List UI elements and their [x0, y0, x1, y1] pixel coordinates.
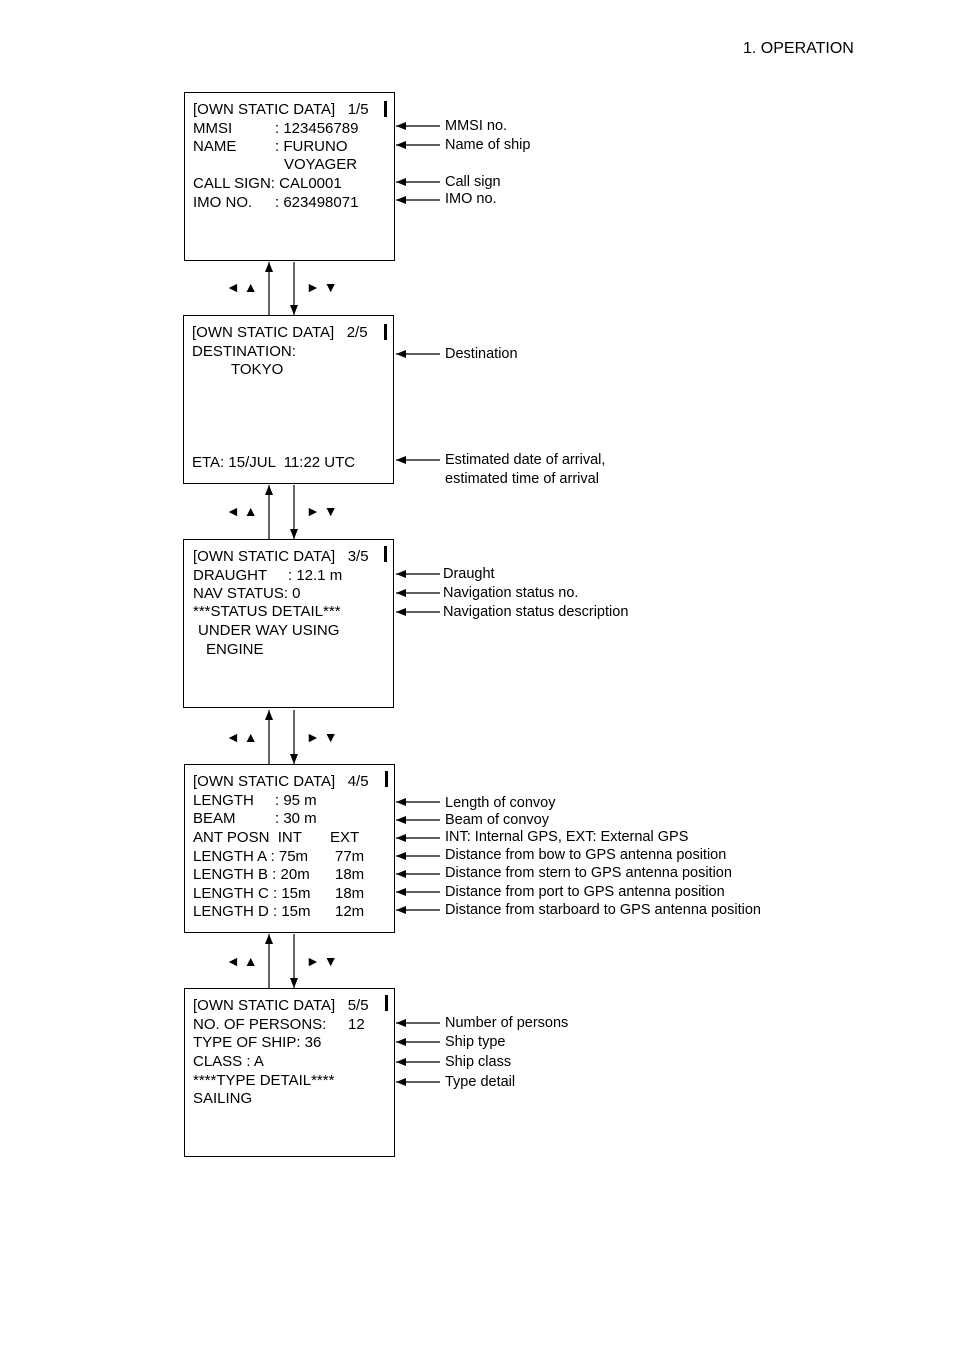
- name-label: NAME: [193, 138, 237, 155]
- length-d-ext: 12m: [335, 903, 365, 920]
- callout-length-d: Distance from starboard to GPS antenna position: [445, 902, 761, 918]
- imo-label: IMO NO.: [193, 194, 253, 211]
- call-sign-line: CALL SIGN: CAL0001: [193, 175, 342, 192]
- nav-forward-keys: ► ▼: [306, 279, 338, 295]
- callout-name: Name of ship: [445, 137, 531, 153]
- class-line: CLASS : A: [193, 1053, 264, 1070]
- status-detail-heading: ***STATUS DETAIL***: [193, 603, 341, 620]
- screen-title: [OWN STATIC DATA] 1/5: [193, 101, 369, 118]
- own-static-data-screen-1: [184, 92, 395, 261]
- callout-beam: Beam of convoy: [445, 812, 549, 828]
- name-value: : FURUNO: [275, 138, 348, 155]
- own-static-data-screen-2: [183, 315, 394, 484]
- callout-mmsi: MMSI no.: [445, 118, 508, 134]
- nav-forward-keys: ► ▼: [306, 729, 338, 745]
- callout-length: Length of convoy: [445, 795, 556, 811]
- length-b-ext: 18m: [335, 866, 365, 883]
- callout-nav-status: Navigation status no.: [443, 585, 579, 601]
- callout-persons: Number of persons: [445, 1015, 569, 1031]
- callout-length-b: Distance from stern to GPS antenna position: [445, 865, 732, 881]
- nav-back-keys: ◄ ▲: [226, 279, 258, 295]
- screen-title: [OWN STATIC DATA] 5/5: [193, 997, 369, 1014]
- callout-ship-type: Ship type: [445, 1034, 506, 1050]
- type-detail-heading: ****TYPE DETAIL****: [193, 1072, 335, 1089]
- callout-ant-posn: INT: Internal GPS, EXT: External GPS: [445, 829, 689, 845]
- name-value-cont: VOYAGER: [284, 156, 358, 173]
- callout-length-a: Distance from bow to GPS antenna position: [445, 847, 727, 863]
- nav-back-keys: ◄ ▲: [226, 503, 258, 519]
- length-label: LENGTH: [193, 792, 254, 809]
- callout-eta-cont: estimated time of arrival: [445, 471, 599, 487]
- destination-label: DESTINATION:: [192, 343, 296, 360]
- cursor-bar: [384, 101, 387, 117]
- length-c-ext: 18m: [335, 885, 365, 902]
- screen-title: [OWN STATIC DATA] 4/5: [193, 773, 369, 790]
- own-static-data-screen-5: [184, 988, 395, 1157]
- cursor-bar: [385, 771, 388, 787]
- destination-value: TOKYO: [231, 361, 284, 378]
- callout-imo: IMO no.: [445, 191, 497, 207]
- callout-eta: Estimated date of arrival,: [445, 452, 606, 468]
- nav-back-keys: ◄ ▲: [226, 953, 258, 969]
- length-a-int: LENGTH A : 75m: [193, 848, 309, 865]
- draught-label: DRAUGHT: [193, 567, 268, 584]
- own-static-data-screen-4: [184, 764, 395, 933]
- cursor-bar: [385, 995, 388, 1011]
- ant-posn-int: ANT POSN INT: [193, 829, 302, 846]
- persons-value: 12: [348, 1016, 365, 1033]
- section-header: 1. OPERATION: [743, 40, 854, 57]
- mmsi-value: : 123456789: [275, 120, 359, 137]
- callout-ship-class: Ship class: [445, 1054, 512, 1070]
- callout-destination: Destination: [445, 346, 518, 362]
- own-static-data-screen-3: [183, 539, 394, 708]
- persons-label: NO. OF PERSONS:: [193, 1016, 327, 1033]
- screen-title: [OWN STATIC DATA] 2/5: [192, 324, 368, 341]
- length-d-int: LENGTH D : 15m: [193, 903, 311, 920]
- length-b-int: LENGTH B : 20m: [193, 866, 310, 883]
- length-value: : 95 m: [275, 792, 317, 809]
- length-a-ext: 77m: [335, 848, 365, 865]
- callout-draught: Draught: [443, 566, 495, 582]
- imo-value: : 623498071: [275, 194, 359, 211]
- ship-type-line: TYPE OF SHIP: 36: [193, 1034, 322, 1051]
- callout-length-c: Distance from port to GPS antenna position: [445, 884, 725, 900]
- callout-call-sign: Call sign: [445, 174, 501, 190]
- ant-posn-ext: EXT: [330, 829, 360, 846]
- beam-label: BEAM: [193, 810, 236, 827]
- callout-type-detail: Type detail: [445, 1074, 516, 1090]
- eta-line: ETA: 15/JUL 11:22 UTC: [192, 454, 356, 471]
- callout-nav-status-desc: Navigation status description: [443, 604, 629, 620]
- cursor-bar: [384, 324, 387, 340]
- draught-value: : 12.1 m: [288, 567, 343, 584]
- nav-forward-keys: ► ▼: [306, 503, 338, 519]
- cursor-bar: [384, 546, 387, 562]
- nav-forward-keys: ► ▼: [306, 953, 338, 969]
- screen-title: [OWN STATIC DATA] 3/5: [193, 548, 369, 565]
- length-c-int: LENGTH C : 15m: [193, 885, 311, 902]
- status-detail-value: UNDER WAY USING: [198, 622, 340, 639]
- beam-value: : 30 m: [275, 810, 317, 827]
- mmsi-label: MMSI: [193, 120, 233, 137]
- nav-back-keys: ◄ ▲: [226, 729, 258, 745]
- type-detail-value: SAILING: [193, 1090, 253, 1107]
- status-detail-value-cont: ENGINE: [206, 641, 264, 658]
- nav-status-line: NAV STATUS: 0: [193, 585, 301, 602]
